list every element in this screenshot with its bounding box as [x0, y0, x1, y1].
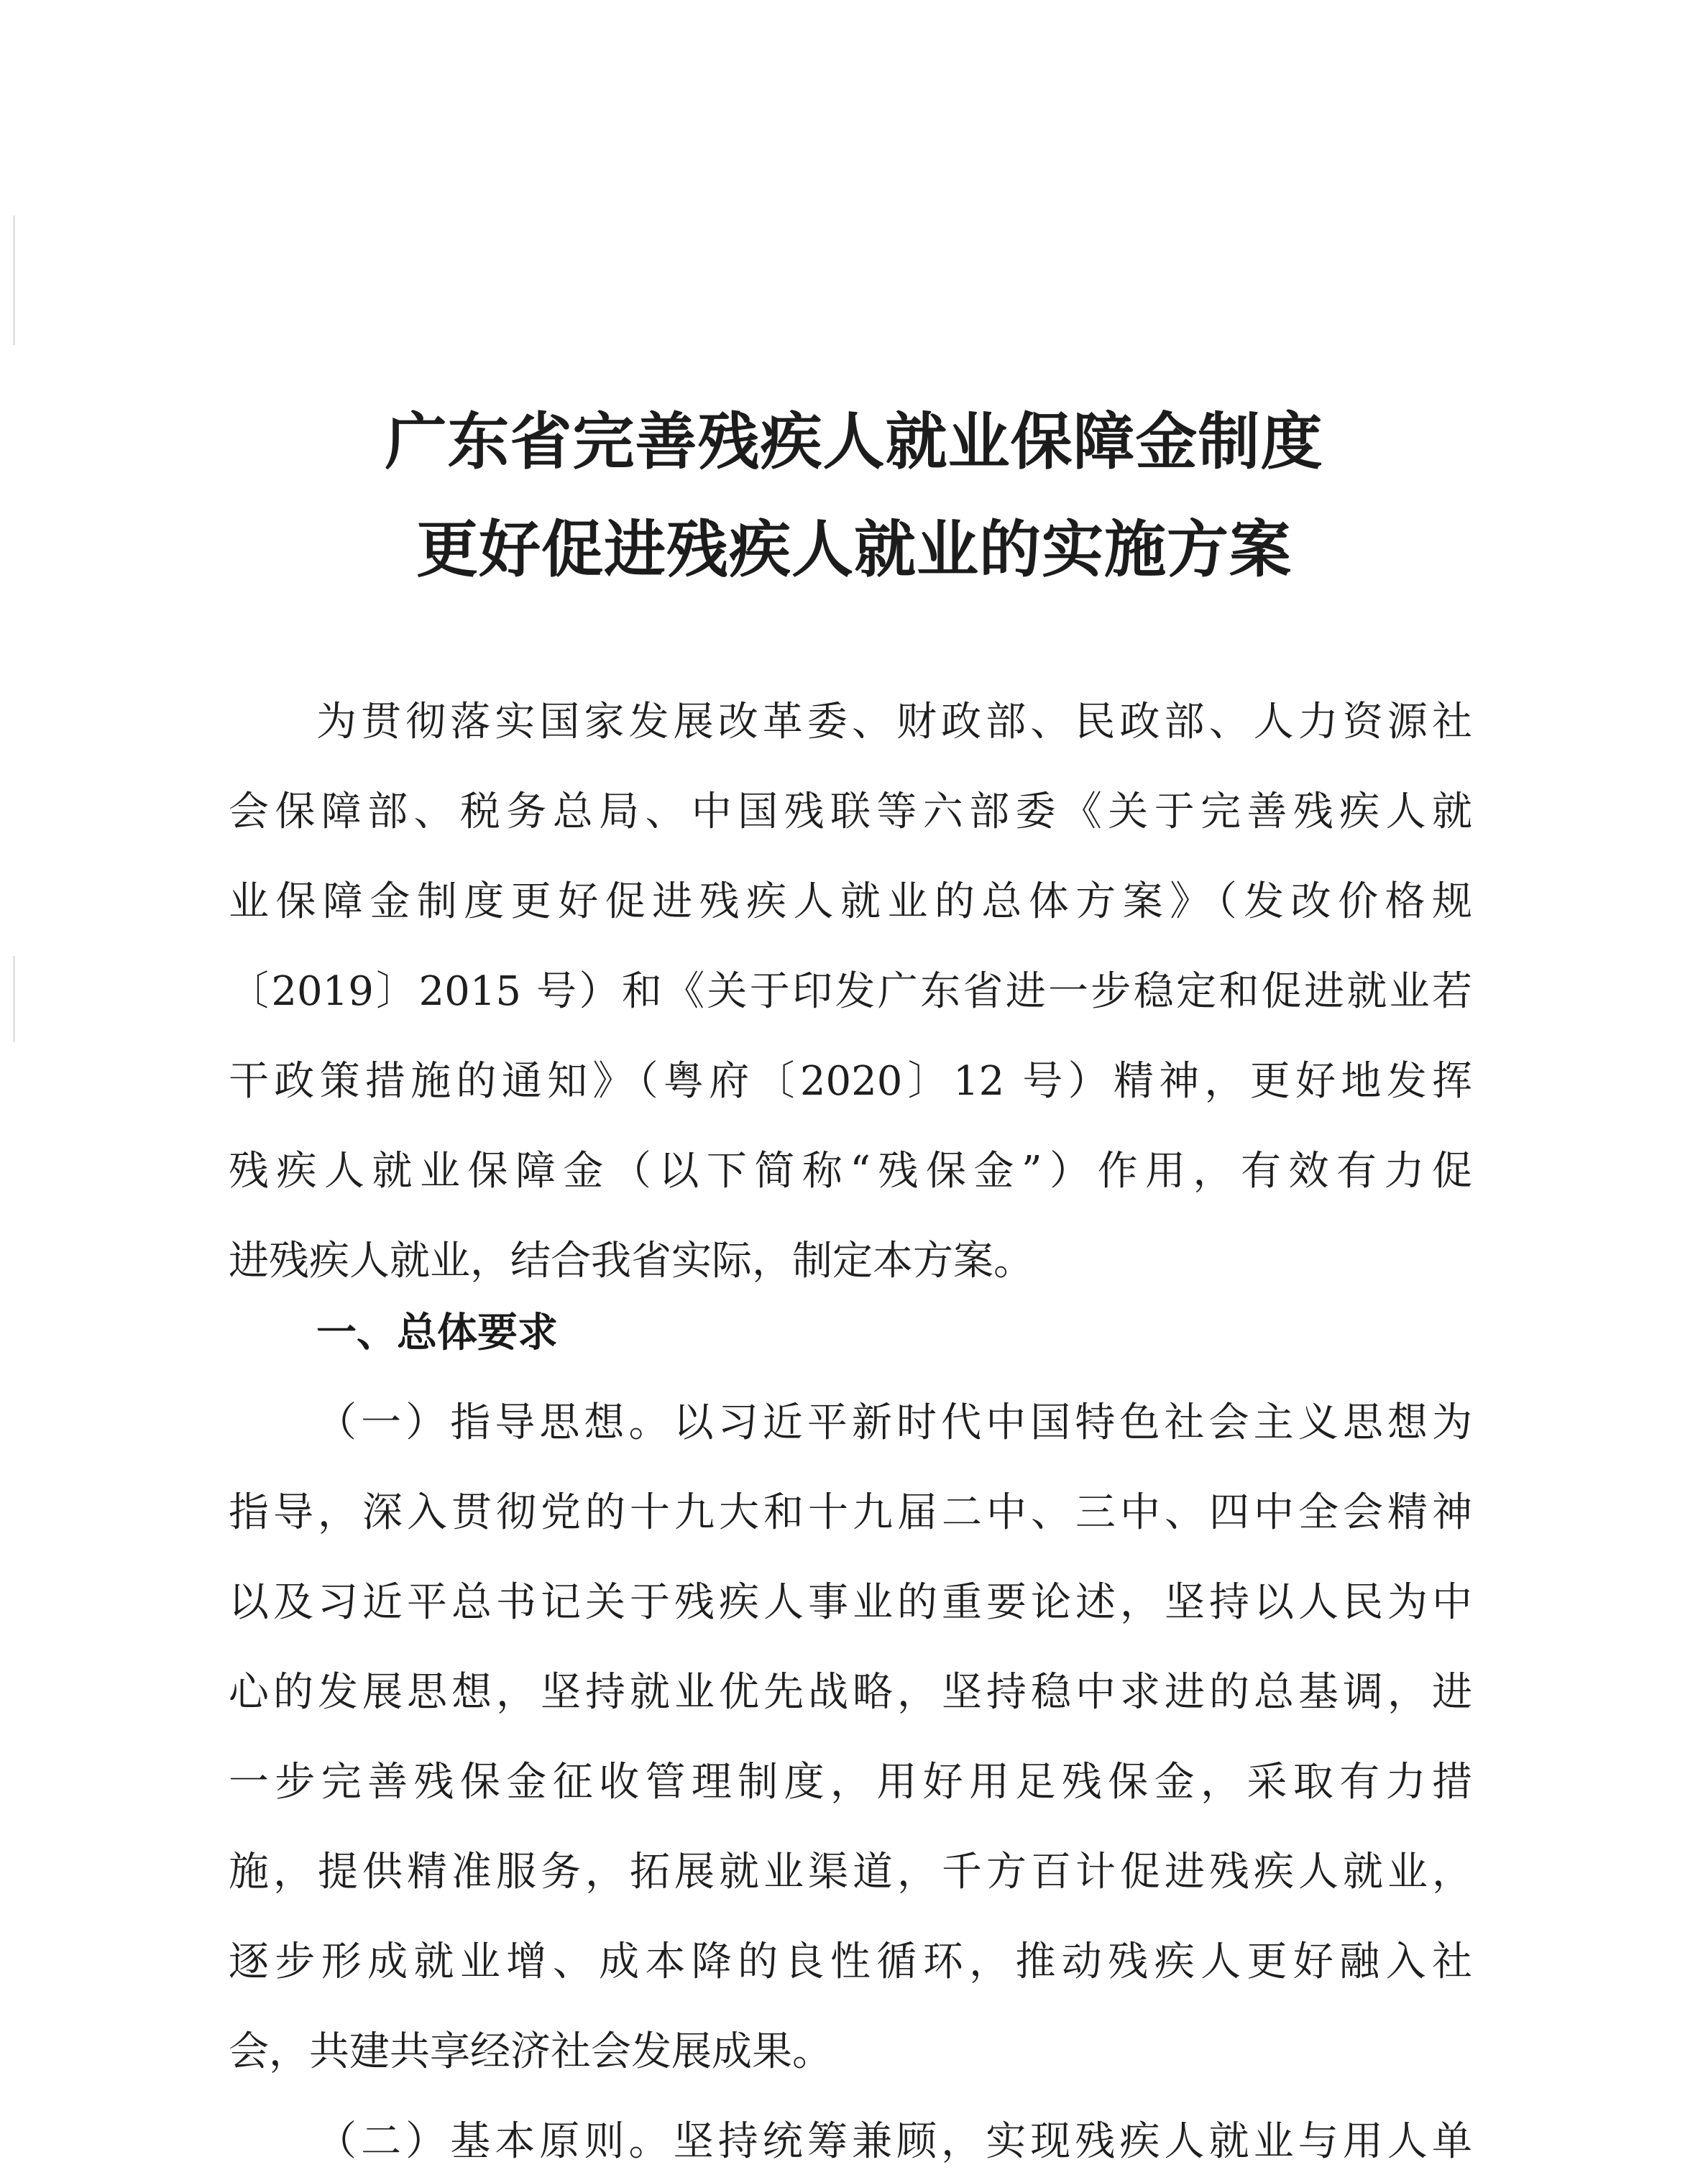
intro-paragraph-line: 为贯彻落实国家发展改革委、财政部、民政部、人力资源社 — [316, 699, 1472, 745]
intro-paragraph-line: 进残疾人就业，结合我省实际，制定本方案。 — [229, 1238, 1034, 1284]
guiding-paragraph-line: 心的发展思想，坚持就业优先战略，坚持稳中求进的总基调，进 — [229, 1669, 1472, 1716]
principles-paragraph-line: （二）基本原则。坚持统筹兼顾，实现残疾人就业与用人单 — [316, 2118, 1472, 2165]
scan-margin-mark — [13, 216, 15, 345]
document-title-line-2: 更好促进残疾人就业的实施方案 — [416, 514, 1292, 586]
guiding-paragraph-line: 逐步形成就业增、成本降的良性循环，推动残疾人更好融入社 — [229, 1939, 1472, 1985]
guiding-paragraph-line: 指导，深入贯彻党的十九大和十九届二中、三中、四中全会精神 — [229, 1489, 1472, 1536]
intro-paragraph-line: 残疾人就业保障金（以下简称“残保金”）作用，有效有力促 — [229, 1148, 1472, 1195]
guiding-paragraph-line: （一）指导思想。以习近平新时代中国特色社会主义思想为 — [316, 1399, 1472, 1446]
guiding-paragraph-line: 会，共建共享经济社会发展成果。 — [229, 2028, 832, 2075]
intro-paragraph-line: 会保障部、税务总局、中国残联等六部委《关于完善残疾人就 — [229, 788, 1472, 835]
intro-paragraph-line: 业保障金制度更好促进残疾人就业的总体方案》（发改价格规 — [229, 878, 1472, 925]
scan-margin-mark — [13, 956, 15, 1042]
section-heading: 一、总体要求 — [316, 1310, 558, 1356]
intro-paragraph-line: 干政策措施的通知》（粤府〔2020〕12 号）精神，更好地发挥 — [229, 1058, 1472, 1105]
guiding-paragraph-line: 施，提供精准服务，拓展就业渠道，千方百计促进残疾人就业， — [229, 1849, 1472, 1895]
guiding-paragraph-line: 以及习近平总书记关于残疾人事业的重要论述，坚持以人民为中 — [229, 1579, 1472, 1626]
intro-paragraph-line: 〔2019〕2015 号）和《关于印发广东省进一步稳定和促进就业若 — [229, 968, 1472, 1015]
document-title-line-1: 广东省完善残疾人就业保障金制度 — [385, 406, 1323, 478]
guiding-paragraph-line: 一步完善残保金征收管理制度，用好用足残保金，采取有力措 — [229, 1759, 1472, 1806]
